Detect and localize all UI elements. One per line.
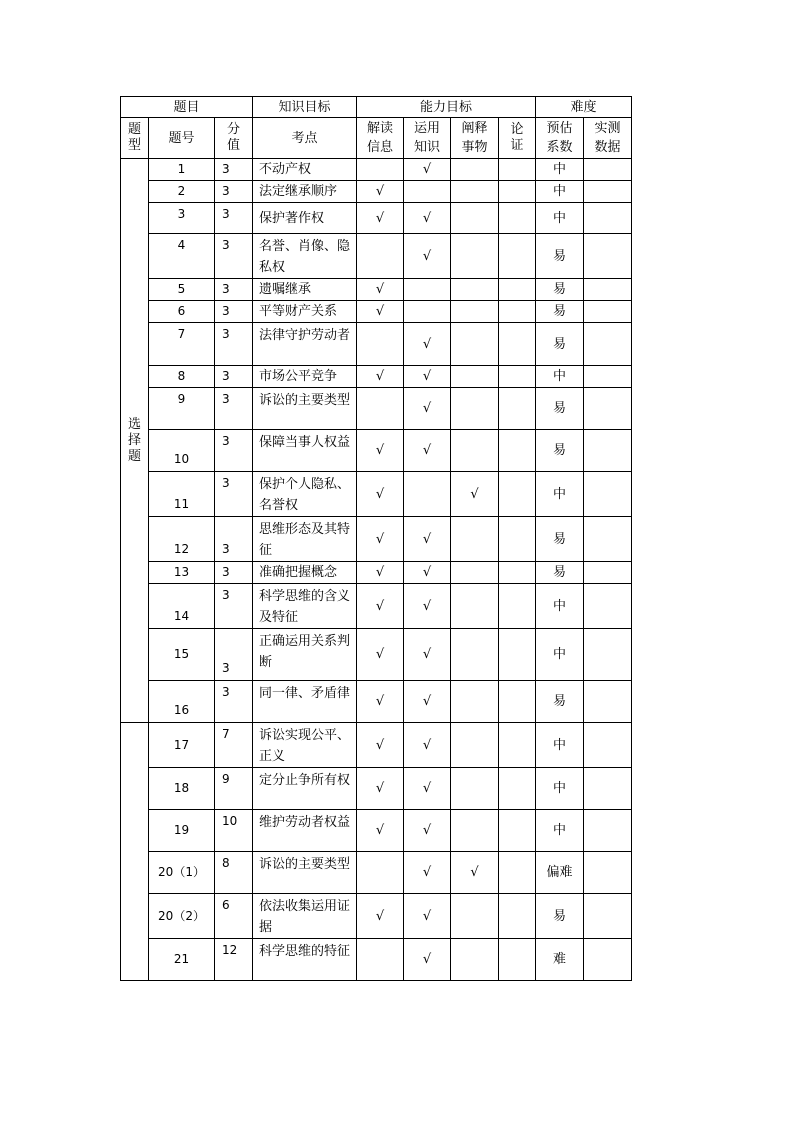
question-topic: 保障当事人权益 [253,430,357,472]
argue-mark [499,629,536,681]
argue-mark [499,366,536,388]
col-argue-header: 论证 [499,118,536,159]
estimate-difficulty: 易 [536,301,584,323]
measured-data [584,723,632,768]
apply-knowledge-mark: √ [404,388,451,430]
question-number: 16 [149,681,215,723]
question-topic: 名誉、肖像、隐私权 [253,234,357,279]
table-row [121,159,632,181]
measured-data [584,323,632,366]
table-row [121,234,632,279]
apply-knowledge-mark: √ [404,810,451,852]
question-topic: 市场公平竞争 [253,366,357,388]
apply-knowledge-mark: √ [404,723,451,768]
estimate-difficulty: 易 [536,234,584,279]
question-score: 10 [215,810,253,852]
col-type-header: 题型 [121,118,149,159]
question-number: 15 [149,629,215,681]
question-score: 6 [215,894,253,939]
estimate-difficulty: 易 [536,681,584,723]
table-row [121,629,632,681]
question-score: 3 [215,681,253,723]
estimate-difficulty: 中 [536,203,584,234]
apply-knowledge-mark [404,181,451,203]
apply-knowledge-mark: √ [404,517,451,562]
question-topic: 准确把握概念 [253,562,357,584]
read-info-mark [357,234,404,279]
apply-knowledge-mark [404,279,451,301]
table-row [121,323,632,366]
measured-data [584,562,632,584]
apply-knowledge-mark: √ [404,939,451,981]
question-number: 6 [149,301,215,323]
read-info-mark: √ [357,894,404,939]
read-info-mark: √ [357,472,404,517]
apply-knowledge-mark: √ [404,562,451,584]
group-knowledge-header: 知识目标 [253,97,357,118]
question-topic: 平等财产关系 [253,301,357,323]
group-difficulty-header: 难度 [536,97,632,118]
estimate-difficulty: 中 [536,181,584,203]
question-topic: 维护劳动者权益 [253,810,357,852]
apply-knowledge-mark: √ [404,681,451,723]
group-question-header: 题目 [121,97,253,118]
table-row [121,203,632,234]
question-number: 21 [149,939,215,981]
table-row [121,723,632,768]
read-info-mark: √ [357,279,404,301]
col-read-info-header: 解读信息 [357,118,404,159]
read-info-mark: √ [357,584,404,629]
question-topic: 保护著作权 [253,203,357,234]
question-number: 13 [149,562,215,584]
apply-knowledge-mark: √ [404,852,451,894]
table-row [121,366,632,388]
apply-knowledge-mark: √ [404,629,451,681]
read-info-mark: √ [357,723,404,768]
table-row [121,301,632,323]
table-row [121,181,632,203]
table-row [121,852,632,894]
exam-analysis-table [120,96,632,981]
explain-mark [451,234,499,279]
table-row [121,430,632,472]
measured-data [584,629,632,681]
estimate-difficulty: 易 [536,517,584,562]
apply-knowledge-mark: √ [404,894,451,939]
measured-data [584,301,632,323]
measured-data [584,768,632,810]
argue-mark [499,517,536,562]
read-info-mark [357,388,404,430]
explain-mark [451,388,499,430]
question-score: 3 [215,388,253,430]
argue-mark [499,159,536,181]
question-number: 10 [149,430,215,472]
col-apply-knowledge-header: 运用知识 [404,118,451,159]
estimate-difficulty: 易 [536,388,584,430]
question-topic: 保护个人隐私、名誉权 [253,472,357,517]
question-topic: 遗嘱继承 [253,279,357,301]
table-row [121,810,632,852]
group-header-row [121,97,632,118]
col-score-header: 分值 [215,118,253,159]
read-info-mark: √ [357,517,404,562]
question-number: 19 [149,810,215,852]
apply-knowledge-mark [404,301,451,323]
read-info-mark [357,939,404,981]
measured-data [584,388,632,430]
col-estimate-header: 预估系数 [536,118,584,159]
estimate-difficulty: 易 [536,430,584,472]
table-row [121,388,632,430]
measured-data [584,279,632,301]
table-row [121,894,632,939]
measured-data [584,810,632,852]
estimate-difficulty: 中 [536,366,584,388]
explain-mark [451,203,499,234]
apply-knowledge-mark: √ [404,584,451,629]
argue-mark [499,852,536,894]
question-number: 20（1） [149,852,215,894]
argue-mark [499,768,536,810]
question-number: 5 [149,279,215,301]
question-score: 3 [215,472,253,517]
argue-mark [499,723,536,768]
question-number: 20（2） [149,894,215,939]
measured-data [584,939,632,981]
apply-knowledge-mark [404,472,451,517]
estimate-difficulty: 中 [536,472,584,517]
argue-mark [499,234,536,279]
question-score: 8 [215,852,253,894]
explain-mark [451,939,499,981]
question-topic: 科学思维的含义及特征 [253,584,357,629]
argue-mark [499,562,536,584]
read-info-mark [357,323,404,366]
question-topic: 不动产权 [253,159,357,181]
explain-mark [451,768,499,810]
question-number: 9 [149,388,215,430]
read-info-mark [357,852,404,894]
explain-mark [451,366,499,388]
question-number: 8 [149,366,215,388]
question-topic: 定分止争所有权 [253,768,357,810]
read-info-mark: √ [357,562,404,584]
argue-mark [499,388,536,430]
read-info-mark [357,159,404,181]
question-score: 3 [215,279,253,301]
apply-knowledge-mark: √ [404,203,451,234]
explain-mark [451,810,499,852]
estimate-difficulty: 难 [536,939,584,981]
read-info-mark: √ [357,430,404,472]
read-info-mark: √ [357,301,404,323]
explain-mark [451,723,499,768]
question-topic: 法定继承顺序 [253,181,357,203]
question-topic: 依法收集运用证据 [253,894,357,939]
table-row [121,584,632,629]
measured-data [584,584,632,629]
estimate-difficulty: 中 [536,768,584,810]
question-score: 3 [215,203,253,234]
explain-mark [451,159,499,181]
measured-data [584,852,632,894]
explain-mark [451,681,499,723]
explain-mark [451,279,499,301]
explain-mark [451,323,499,366]
argue-mark [499,430,536,472]
argue-mark [499,894,536,939]
col-measured-header: 实测数据 [584,118,632,159]
measured-data [584,472,632,517]
question-type-choice [121,159,149,723]
estimate-difficulty: 易 [536,562,584,584]
measured-data [584,366,632,388]
question-number: 17 [149,723,215,768]
argue-mark [499,810,536,852]
question-score: 3 [215,366,253,388]
question-score: 9 [215,768,253,810]
argue-mark [499,584,536,629]
estimate-difficulty: 易 [536,323,584,366]
estimate-difficulty: 中 [536,629,584,681]
question-number: 18 [149,768,215,810]
question-score: 3 [215,234,253,279]
question-topic: 法律守护劳动者 [253,323,357,366]
table-row [121,681,632,723]
apply-knowledge-mark: √ [404,430,451,472]
explain-mark [451,517,499,562]
group-ability-header: 能力目标 [357,97,536,118]
read-info-mark: √ [357,810,404,852]
measured-data [584,681,632,723]
explain-mark [451,301,499,323]
estimate-difficulty: 中 [536,723,584,768]
estimate-difficulty: 偏难 [536,852,584,894]
argue-mark [499,681,536,723]
table-row [121,517,632,562]
measured-data [584,430,632,472]
question-score: 3 [215,562,253,584]
table-row [121,279,632,301]
read-info-mark: √ [357,768,404,810]
read-info-mark: √ [357,181,404,203]
measured-data [584,234,632,279]
column-header-row [121,118,632,159]
measured-data [584,517,632,562]
question-type-open [121,723,149,981]
table-row [121,939,632,981]
apply-knowledge-mark: √ [404,234,451,279]
question-score: 7 [215,723,253,768]
question-number: 2 [149,181,215,203]
read-info-mark: √ [357,681,404,723]
question-topic: 正确运用关系判断 [253,629,357,681]
argue-mark [499,279,536,301]
question-score: 3 [215,301,253,323]
explain-mark [451,430,499,472]
question-topic: 同一律、矛盾律 [253,681,357,723]
col-topic-header: 考点 [253,118,357,159]
read-info-mark: √ [357,366,404,388]
argue-mark [499,472,536,517]
question-number: 4 [149,234,215,279]
question-number: 12 [149,517,215,562]
question-score: 3 [215,517,253,562]
measured-data [584,181,632,203]
estimate-difficulty: 中 [536,159,584,181]
question-score: 3 [215,159,253,181]
question-number: 14 [149,584,215,629]
explain-mark [451,181,499,203]
question-number: 7 [149,323,215,366]
question-score: 3 [215,629,253,681]
question-number: 1 [149,159,215,181]
question-score: 3 [215,430,253,472]
apply-knowledge-mark: √ [404,159,451,181]
table-row [121,472,632,517]
explain-mark: √ [451,472,499,517]
question-topic: 诉讼的主要类型 [253,852,357,894]
explain-mark [451,629,499,681]
table-row [121,562,632,584]
question-topic: 诉讼的主要类型 [253,388,357,430]
argue-mark [499,323,536,366]
estimate-difficulty: 中 [536,810,584,852]
explain-mark [451,584,499,629]
question-topic: 思维形态及其特征 [253,517,357,562]
question-score: 3 [215,181,253,203]
explain-mark [451,894,499,939]
measured-data [584,203,632,234]
read-info-mark: √ [357,203,404,234]
measured-data [584,159,632,181]
apply-knowledge-mark: √ [404,366,451,388]
apply-knowledge-mark: √ [404,323,451,366]
argue-mark [499,939,536,981]
question-type-label: 选择题 [127,416,141,464]
question-number: 11 [149,472,215,517]
question-score: 3 [215,323,253,366]
argue-mark [499,181,536,203]
col-explain-header: 阐释事物 [451,118,499,159]
explain-mark: √ [451,852,499,894]
question-score: 3 [215,584,253,629]
explain-mark [451,562,499,584]
estimate-difficulty: 易 [536,894,584,939]
read-info-mark: √ [357,629,404,681]
estimate-difficulty: 中 [536,584,584,629]
apply-knowledge-mark: √ [404,768,451,810]
argue-mark [499,203,536,234]
question-topic: 科学思维的特征 [253,939,357,981]
estimate-difficulty: 易 [536,279,584,301]
table-row [121,768,632,810]
argue-mark [499,301,536,323]
question-number: 3 [149,203,215,234]
measured-data [584,894,632,939]
col-number-header: 题号 [149,118,215,159]
question-topic: 诉讼实现公平、正义 [253,723,357,768]
question-score: 12 [215,939,253,981]
